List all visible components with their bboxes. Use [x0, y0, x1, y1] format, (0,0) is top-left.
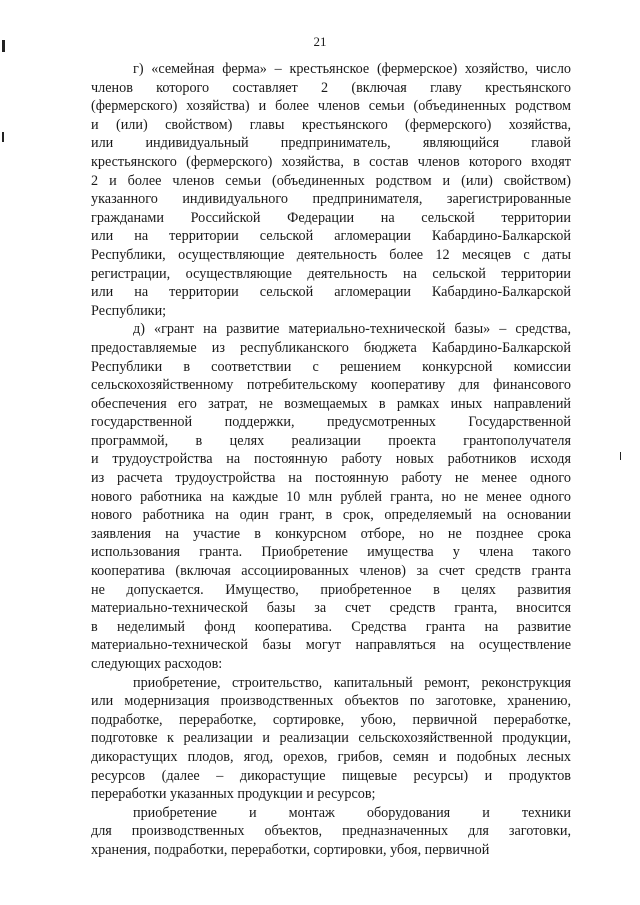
text-line: подработке, переработке, сортировке, убою, первичной переработке, [91, 711, 571, 728]
text-line: материально-технической базы могут направляться на осуществление [91, 637, 571, 654]
text-line: хранения, подработки, переработки, сортировки, убоя, первичной [91, 841, 490, 858]
text-line: Республики, осуществляющие деятельность более 12 месяцев с даты [91, 246, 571, 263]
text-line: использования гранта. Приобретение имущества у члена такого [91, 544, 571, 561]
text-line: заявления на участие в конкурсном отборе, но не позднее срока [91, 525, 571, 542]
text-line: кооператива (включая ассоциированных членов) за счет средств гранта [91, 563, 571, 580]
text-line: сельскохозяйственному потребительскому кооперативу для финансового [91, 377, 571, 394]
text-line: переработки указанных продукции и ресурсов; [91, 786, 376, 803]
text-line: из расчета трудоустройства на постоянную работу не менее одного [91, 470, 571, 487]
text-line: регистрации, осуществляющие деятельность на сельской территории [91, 265, 571, 282]
text-line: государственной поддержки, предусмотренных Государственной [91, 414, 571, 431]
text-line: или модернизация производственных объектов по заготовке, хранению, [91, 693, 571, 710]
text-line: в неделимый фонд кооператива. Средства гранта на развитие [91, 618, 571, 635]
text-line: нового работника на каждые 10 млн рублей гранта, но не менее одного [91, 488, 571, 505]
paragraph-expense-objects [91, 674, 571, 804]
text-line: членов которого составляет 2 (включая главу крестьянского [91, 79, 571, 96]
text-line: подготовке к реализации и реализации сельскохозяйственной продукции, [91, 730, 571, 747]
text-line: дикорастущих плодов, ягод, орехов, грибов, семян и подобных лесных [91, 748, 571, 765]
text-line: нового работника на один грант, в срок, определяемый на основании [91, 507, 571, 524]
text-line: Республики; [91, 302, 167, 319]
text-line: предоставляемые из республиканского бюджета Кабардино-Балкарской [91, 339, 571, 356]
document-body [91, 60, 571, 860]
paragraph-grant-mtb [91, 320, 571, 673]
text-line: гражданами Российской Федерации на сельской территории [91, 209, 571, 226]
text-line: и (или) свойством) главы крестьянского (фермерского) хозяйства, [91, 116, 571, 133]
text-line: Республики в соответствии с решением конкурсной комиссии [91, 358, 571, 375]
text-line: д) «грант на развитие материально-технической базы» – средства, [133, 321, 571, 338]
text-line: крестьянского (фермерского) хозяйства, в состав членов которого входят [91, 153, 571, 170]
paragraph-expense-equipment [91, 804, 571, 860]
text-line: или на территории сельской агломерации Кабардино-Балкарской [91, 228, 571, 245]
text-line: и трудоустройства на постоянную работу новых работников исходя [91, 451, 571, 468]
text-line: обеспечения его затрат, не возмещаемых в рамках иных направлений [91, 395, 571, 412]
text-line: следующих расходов: [91, 656, 223, 672]
text-line: приобретение, строительство, капитальный ремонт, реконструкция [133, 674, 571, 691]
text-line: или на территории сельской агломерации Кабардино-Балкарской [91, 284, 571, 301]
text-line: указанного индивидуального предпринимателя, зарегистрированные [91, 191, 571, 208]
page-number: 21 [313, 34, 327, 49]
text-line: материально-технической базы за счет средств гранта, вносится [91, 600, 571, 617]
text-line: г) «семейная ферма» – крестьянское (фермерское) хозяйство, число [133, 61, 571, 77]
scan-edge-mark [620, 452, 621, 460]
paragraph-semeinaya-ferma [91, 60, 571, 320]
scan-edge-mark [2, 132, 4, 142]
text-line: не допускается. Имущество, приобретенное в целях развития [91, 581, 571, 598]
text-line: (фермерского) хозяйства) и более членов семьи (объединенных родством [91, 98, 571, 115]
text-line: приобретение и монтаж оборудования и техники [133, 804, 571, 821]
scan-edge-mark [2, 40, 5, 52]
text-line: для производственных объектов, предназначенных для заготовки, [91, 823, 571, 840]
text-line: или индивидуальный предприниматель, являющийся главой [91, 135, 571, 152]
text-line: 2 и более членов семьи (объединенных родством и (или) свойством) [91, 172, 571, 189]
text-line: ресурсов (далее – дикорастущие пищевые ресурсы) и продуктов [91, 767, 571, 784]
text-line: программой, в целях реализации проекта грантополучателя [91, 432, 571, 449]
